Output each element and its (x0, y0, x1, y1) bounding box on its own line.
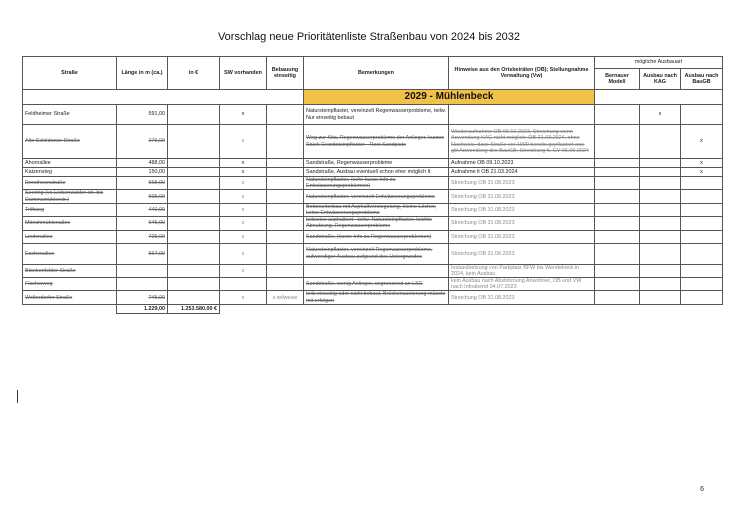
baugb-cell: x (681, 159, 723, 168)
baugb-cell (681, 278, 723, 291)
bernauer-cell (595, 105, 640, 125)
cost-cell (168, 159, 220, 168)
bebauung-cell (267, 264, 304, 277)
length-cell: 745,00 (117, 291, 168, 304)
notes-cell: Streichung OB 31.08.2023 (449, 203, 595, 216)
cost-cell (168, 291, 220, 304)
notes-cell (449, 105, 595, 125)
bernauer-cell (595, 278, 640, 291)
bebauung-cell (267, 125, 304, 159)
length-cell: 725,00 (117, 230, 168, 243)
kag-cell (640, 243, 681, 264)
kag-cell (640, 168, 681, 177)
kag-cell (640, 159, 681, 168)
totals-row (23, 304, 723, 313)
table-row (23, 168, 723, 177)
cost-cell (168, 105, 220, 125)
sw-cell: x (220, 168, 267, 177)
street-cell: Lindenallee (23, 230, 117, 243)
baugb-cell (681, 230, 723, 243)
length-cell (117, 264, 168, 277)
remarks-cell: teils einseitig oder nicht bebaut, Brückensanierung müsste mit erfolgen (304, 291, 449, 304)
kag-cell (640, 278, 681, 291)
header-bemerkungen: Bemerkungen (304, 57, 449, 90)
priority-table (22, 56, 723, 314)
kag-cell (640, 291, 681, 304)
bernauer-cell (595, 125, 640, 159)
bebauung-cell (267, 243, 304, 264)
sw-cell: x (220, 203, 267, 216)
street-cell: Eschenallee (23, 243, 117, 264)
baugb-cell (681, 190, 723, 203)
notes-cell: Streichung OB 31.08.2023 (449, 190, 595, 203)
cost-cell (168, 217, 220, 230)
bernauer-cell (595, 177, 640, 190)
cost-cell (168, 264, 220, 277)
baugb-cell (681, 291, 723, 304)
street-cell: Fischerweg (23, 278, 117, 291)
baugb-cell (681, 177, 723, 190)
notes-cell: Aufnahme OB 09.10.2023 (449, 159, 595, 168)
section-banner: 2029 - Mühlenbeck (304, 90, 595, 105)
street-cell: Wolterdorfer Straße (23, 291, 117, 304)
sw-cell: x (220, 291, 267, 304)
header-euro: in € (168, 57, 220, 90)
sw-cell: x (220, 177, 267, 190)
remarks-cell: Sandstraße, (kurze Info zu Regenwasserproblemen) (304, 230, 449, 243)
margin-mark (17, 390, 18, 403)
table-row (23, 230, 723, 243)
kag-cell (640, 264, 681, 277)
street-cell: Mönchmühlenallee (23, 217, 117, 230)
bernauer-cell (595, 217, 640, 230)
sw-cell: x (220, 190, 267, 203)
table-row (23, 217, 723, 230)
length-cell (117, 278, 168, 291)
street-cell: Blankenfelder Straße (23, 264, 117, 277)
cost-cell (168, 243, 220, 264)
cost-cell (168, 190, 220, 203)
empty-cell (23, 304, 117, 313)
sw-cell: x (220, 159, 267, 168)
baugb-cell (681, 105, 723, 125)
kag-cell: x (640, 105, 681, 125)
bernauer-cell (595, 291, 640, 304)
bebauung-cell (267, 278, 304, 291)
table-row (23, 159, 723, 168)
baugb-cell (681, 264, 723, 277)
cost-cell (168, 278, 220, 291)
header-strasse: Straße (23, 57, 117, 90)
notes-cell: kein Ausbau nach Abstimmung Anwohner, OB und VW nach Infoabend 04.07.2023 (449, 278, 595, 291)
table-row (23, 278, 723, 291)
table-row (23, 125, 723, 159)
length-cell: 150,00 (117, 168, 168, 177)
header-kag: Ausbau nach KAG (640, 69, 681, 90)
remarks-cell: Natursteinpflaster, vereinzelt Entwässerungsprobleme (304, 190, 449, 203)
bebauung-cell: x teilweise (267, 291, 304, 304)
cost-cell (168, 230, 220, 243)
bernauer-cell (595, 203, 640, 216)
remarks-cell: Weg zur Kita, Regenwasserprobleme der Anlieger, kurzes Stück Granitsteinpflaster - Rest Sandpiste (304, 125, 449, 159)
bebauung-cell (267, 203, 304, 216)
bebauung-cell (267, 177, 304, 190)
bebauung-cell (267, 168, 304, 177)
kag-cell (640, 230, 681, 243)
cost-cell (168, 177, 220, 190)
sw-cell: x (220, 230, 267, 243)
cost-cell (168, 168, 220, 177)
notes-cell: Streichung OB 31.08.2023 (449, 177, 595, 190)
sw-cell: x (220, 105, 267, 125)
table-row (23, 177, 723, 190)
notes-cell: Instandsetzung von Parkplatz BFW bis Wendekreis in 2024, kein Ausbau (449, 264, 595, 277)
kag-cell (640, 177, 681, 190)
length-cell: 567,00 (117, 243, 168, 264)
length-cell: 505,00 (117, 190, 168, 203)
length-cell: 276,00 (117, 125, 168, 159)
remarks-cell: Sandstraße, wenig Anlieger, angrenzend an LSG (304, 278, 449, 291)
notes-cell: Streichung OB 31.08.2023 (449, 217, 595, 230)
remarks-cell: Sandstraße, Regenwasserprobleme (304, 159, 449, 168)
kag-cell (640, 190, 681, 203)
kag-cell (640, 217, 681, 230)
remarks-cell (304, 264, 449, 277)
baugb-cell (681, 217, 723, 230)
cost-cell (168, 125, 220, 159)
remarks-cell: Natursteinpflaster, vereinzelt Regenwasserprobleme, aufwendiger Ausbau aufgrund des Untergrundes (304, 243, 449, 264)
table-row (23, 264, 723, 277)
bernauer-cell (595, 168, 640, 177)
street-cell: Triftweg (23, 203, 117, 216)
bebauung-cell (267, 159, 304, 168)
notes-cell: Streichung OB 31.08.2023 (449, 291, 595, 304)
street-cell: Dorotheenstraße (23, 177, 117, 190)
header-ausbauart-group: mögliche Ausbauart (595, 57, 723, 69)
street-cell: Alte Schildower Straße (23, 125, 117, 159)
notes-cell: Streichung OB 31.08.2023 (449, 230, 595, 243)
header-laenge: Länge in m (ca.) (117, 57, 168, 90)
length-cell: 645,00 (117, 217, 168, 230)
bernauer-cell (595, 264, 640, 277)
baugb-cell: x (681, 125, 723, 159)
sw-cell: x (220, 217, 267, 230)
kag-cell (640, 203, 681, 216)
street-cell: Feldheimer Straße (23, 105, 117, 125)
bernauer-cell (595, 190, 640, 203)
length-cell: 591,00 (117, 105, 168, 125)
empty-cell (220, 304, 723, 313)
bebauung-cell (267, 217, 304, 230)
remarks-cell: teilweise asphaltiert - teilw. Natursteinpflaster, leichte Abnutzung, Regenwasserprobleme (304, 217, 449, 230)
page-number: 6 (700, 486, 704, 493)
notes-cell: Streichung OB 31.08.2023 (449, 243, 595, 264)
total-length: 1.229,00 (117, 304, 168, 313)
bernauer-cell (595, 230, 640, 243)
sw-cell: x (220, 243, 267, 264)
header-sw: SW vorhanden (220, 57, 267, 90)
kag-cell (640, 125, 681, 159)
baugb-cell (681, 203, 723, 216)
page-title: Vorschlag neue Prioritätenliste Straßenbau von 2024 bis 2032 (217, 31, 521, 43)
notes-cell: Aufnahme lt OB 21.03.2024 (449, 168, 595, 177)
sw-cell: x (220, 125, 267, 159)
header-hinweise: Hinweise aus den Ortsbeiräten (OB); Stellungnahme Verwaltung (Vw) (449, 57, 595, 90)
bernauer-cell (595, 159, 640, 168)
length-cell: 488,00 (117, 159, 168, 168)
baugb-cell (681, 243, 723, 264)
cost-cell (168, 203, 220, 216)
bernauer-cell (595, 243, 640, 264)
baugb-cell: x (681, 168, 723, 177)
table-row (23, 243, 723, 264)
length-cell: 665,00 (117, 177, 168, 190)
table-row (23, 190, 723, 203)
header-bernauer: Bernauer Modell (595, 69, 640, 90)
remarks-cell: Natursteinpflaster, (sehr kurze Info zu Entwässerungsproblemen) (304, 177, 449, 190)
street-cell: Katzensteg (23, 168, 117, 177)
table-row (23, 291, 723, 304)
notes-cell: Wiederaufnahme OB 09.10.2023, Streichung wenn Anwendung KAG nicht möglich; OB 21.03.2024, ohne Nachweis, dass Straße vor 1990 bereits gepflastert war, gilt Anwendung des BauGB, Streichung lt. GV 06.06.2024 (449, 125, 595, 159)
remarks-cell: Sandstraße, Ausbau eventuell schon eher möglich lt (304, 168, 449, 177)
header-baugb: Ausbau nach BauGB (681, 69, 723, 90)
table-row (23, 203, 723, 216)
sw-cell (220, 278, 267, 291)
sw-cell: x (220, 264, 267, 277)
bebauung-cell (267, 230, 304, 243)
bebauung-cell (267, 190, 304, 203)
street-cell: Seering (vo Liebenwalder str. bis Dammsmühlerstr.) (23, 190, 117, 203)
total-cost: 1.253.580,00 € (168, 304, 220, 313)
header-bebauung: Bebauung einseitig (267, 57, 304, 90)
table-row (23, 105, 723, 125)
bebauung-cell (267, 105, 304, 125)
length-cell: 440,00 (117, 203, 168, 216)
street-cell: Ahornallee (23, 159, 117, 168)
remarks-cell: Betonunterbau mit Asphaltversiegelung, kleine Löcher, keine Entwässerungsprobleme (304, 203, 449, 216)
remarks-cell: Natursteinpflaster, vereinzelt Regenwasserprobleme, teilw. Nur einseitig bebaut (304, 105, 449, 125)
